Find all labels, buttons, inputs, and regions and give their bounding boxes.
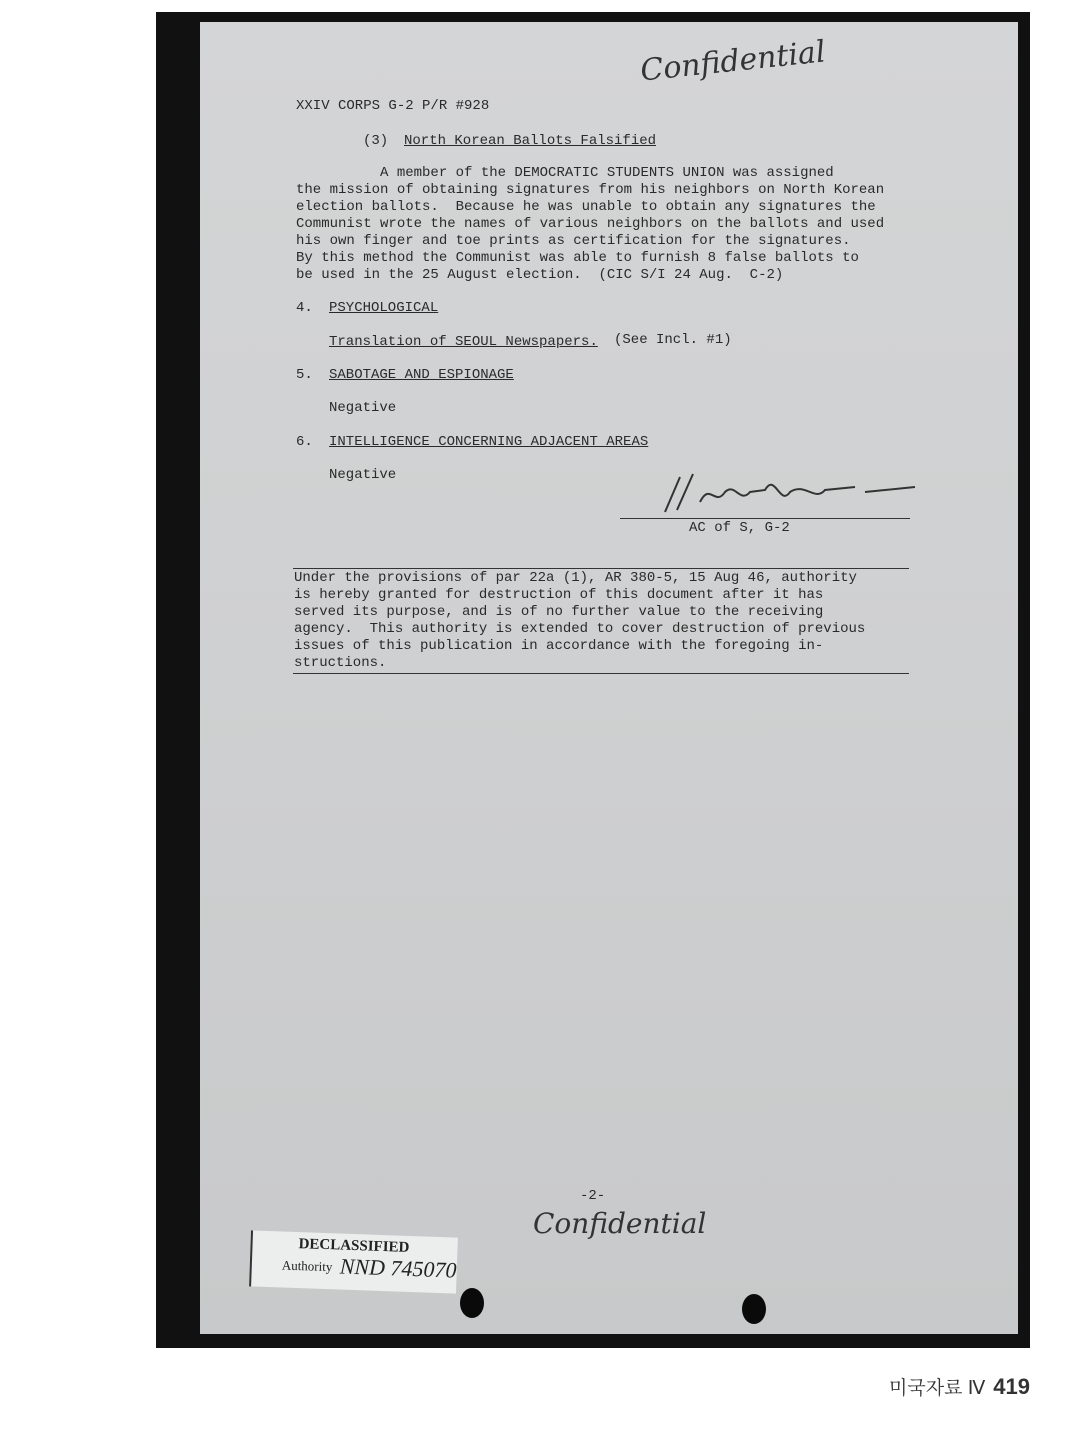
document-header: XXIV CORPS G-2 P/R #928 xyxy=(296,98,490,114)
notice-line: issues of this publication in accordance with the foregoing in- xyxy=(294,638,824,654)
notice-line: Under the provisions of par 22a (1), AR 380-5, 15 Aug 46, authority xyxy=(294,570,857,586)
section-title: PSYCHOLOGICAL xyxy=(329,300,439,316)
section-title: INTELLIGENCE CONCERNING ADJACENT AREAS xyxy=(329,434,649,450)
signature-line xyxy=(620,518,910,519)
paragraph-line: his own finger and toe prints as certification for the signatures. xyxy=(296,233,851,249)
notice-line: served its purpose, and is of no further value to the receiving xyxy=(294,604,824,620)
paragraph-line: be used in the 25 August election. (CIC S/I 24 Aug. C-2) xyxy=(296,267,784,283)
section-number: 4. xyxy=(296,300,313,316)
page-footer xyxy=(889,1373,1030,1400)
paragraph xyxy=(296,165,884,284)
book-title: 미국자료 Ⅳ xyxy=(889,1378,986,1399)
notice-line: agency. This authority is extended to cover destruction of previous xyxy=(294,621,866,637)
stamp-title: DECLASSIFIED xyxy=(298,1236,410,1256)
signature xyxy=(655,462,935,522)
punch-hole xyxy=(742,1294,766,1324)
paragraph-line: A member of the DEMOCRATIC STUDENTS UNION was assigned xyxy=(296,165,834,181)
section-body: Negative xyxy=(329,400,397,416)
notice-line: structions. xyxy=(294,655,387,671)
handwritten-confidential-top: Confidential xyxy=(638,34,828,89)
section-number: 5. xyxy=(296,367,313,383)
stamp-label: Authority xyxy=(281,1257,333,1275)
paragraph-line: the mission of obtaining signatures from his neighbors on North Korean xyxy=(296,182,885,198)
subsection-title: North Korean Ballots Falsified xyxy=(404,133,657,149)
paragraph-line: Communist wrote the names of various neighbors on the ballots and used xyxy=(296,216,885,232)
notice-top-rule xyxy=(293,568,909,569)
section-number: 6. xyxy=(296,434,313,450)
notice-line: is hereby granted for destruction of this document after it has xyxy=(294,587,824,603)
punch-hole xyxy=(460,1288,484,1318)
declassified-stamp xyxy=(249,1230,458,1293)
stamp-value: NND 745070 xyxy=(339,1253,457,1283)
page-number: -2- xyxy=(580,1188,606,1204)
notice-bottom-rule xyxy=(293,673,909,674)
section-title: SABOTAGE AND ESPIONAGE xyxy=(329,367,514,383)
paragraph-line: election ballots. Because he was unable to obtain any signatures the xyxy=(296,199,876,215)
section-note: (See Incl. #1) xyxy=(614,332,732,348)
paragraph-line: By this method the Communist was able to furnish 8 false ballots to xyxy=(296,250,859,266)
section-body: Negative xyxy=(329,467,397,483)
signature-title: AC of S, G-2 xyxy=(689,520,790,536)
subsection-number: (3) xyxy=(363,133,389,149)
paper-page xyxy=(200,22,1018,1334)
section-body: Translation of SEOUL Newspapers. xyxy=(329,334,598,350)
handwritten-confidential-bottom: Confidential xyxy=(533,1207,707,1240)
footer-page-number: 419 xyxy=(993,1374,1030,1399)
scanned-document xyxy=(156,12,1030,1348)
destruction-notice xyxy=(294,570,865,672)
